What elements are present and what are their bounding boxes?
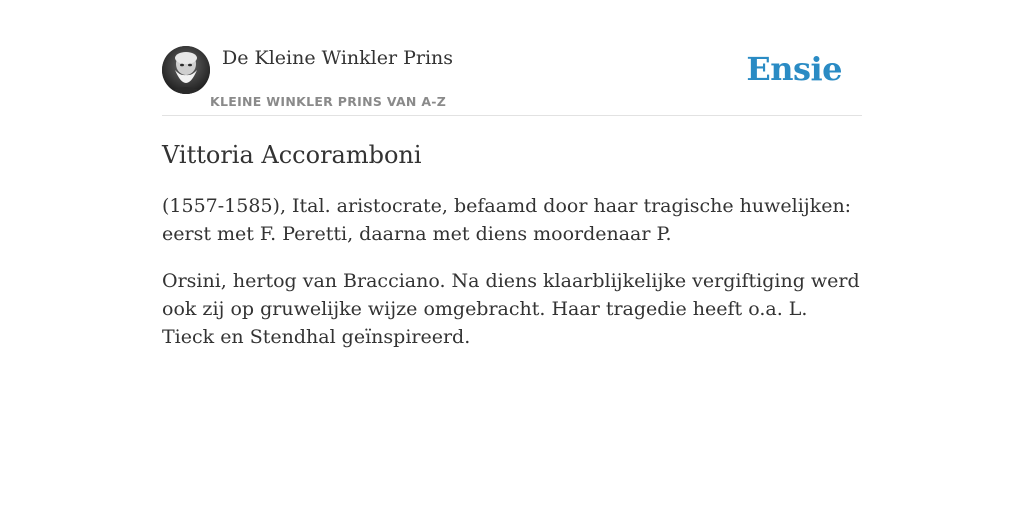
source-title[interactable]: De Kleine Winkler Prins — [222, 47, 454, 69]
source-subtitle: KLEINE WINKLER PRINS VAN A-Z — [210, 94, 447, 109]
entry-title: Vittoria Accoramboni — [162, 141, 422, 169]
source-header — [162, 46, 862, 116]
entry-paragraph: Orsini, hertog van Bracciano. Na diens klaarblijkelijke vergiftiging werd ook zij op gruwelijke wijze omgebracht. Haar tragedie heeft o.a. L. Tieck en Stendhal geïnspireerd. — [162, 270, 860, 348]
source-avatar[interactable] — [162, 46, 210, 94]
portrait-avatar-icon — [162, 46, 210, 94]
page-container — [162, 0, 862, 351]
entry-paragraph: (1557-1585), Ital. aristocrate, befaamd door haar tragische huwelijken: eerst met F. Peretti, daarna met diens moordenaar P. — [162, 195, 852, 245]
ensie-logo-link[interactable]: Ensie — [746, 50, 842, 88]
